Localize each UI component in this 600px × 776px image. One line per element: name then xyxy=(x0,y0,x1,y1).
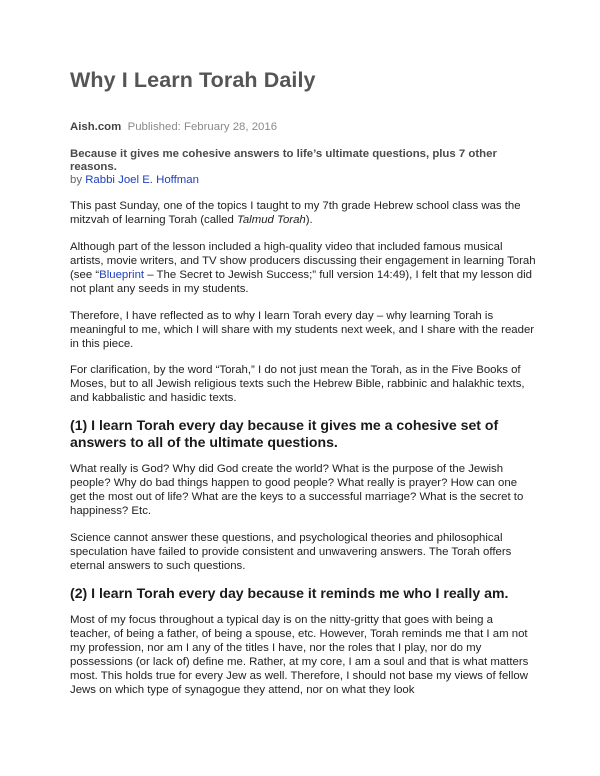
paragraph-2-text: Although part of the lesson included a high-quality video that included famous musical artists, movie writers, and TV show producers discussing their engagement in learning Torah (see “ xyxy=(70,241,536,281)
section-heading-2: (2) I learn Torah every day because it reminds me who I really am. xyxy=(70,585,509,601)
paragraph-2-end: – The Secret to Jewish Success;” full version 14:49), I felt that my lesson did not plant any seeds in my students. xyxy=(70,268,532,295)
paragraph-1-end: ). xyxy=(305,213,313,226)
author-link[interactable]: Rabbi Joel E. Hoffman xyxy=(85,174,199,186)
blueprint-link[interactable]: Blueprint xyxy=(99,268,145,281)
paragraph-3: Therefore, I have reflected as to why I learn Torah every day – why learning Torah is meaningful to me, which I will share with my students next week, and I share with the reader in this piece. xyxy=(70,310,535,350)
site-name: Aish.com xyxy=(70,121,122,133)
article-lead: Because it gives me cohesive answers to life’s ultimate questions, plus 7 other reasons. xyxy=(70,148,497,174)
paragraph-1 xyxy=(70,200,536,228)
paragraph-1-text: This past Sunday, one of the topics I taught to my 7th grade Hebrew school class was the mitzvah of learning Torah (called xyxy=(70,200,521,226)
published-date: Published: February 28, 2016 xyxy=(127,121,278,133)
paragraph-7: Most of my focus throughout a typical day is on the nitty-gritty that goes with being a teacher, of being a father, of being a spouse, etc. However, Torah reminds me that I am not my profession, nor am I any of the titles I have, nor the roles that I play, nor do my possessions (or lack of) define me. Rather, at my core, I am a soul and that is what matters most. This holds true for every Jew as well. Therefore, I should not base my views of fellow Jews on which type of synagogue they attend, nor on what they look xyxy=(70,614,529,696)
paragraph-1-emphasis: Talmud Torah xyxy=(236,213,306,226)
section-heading-1: (1) I learn Torah every day because it gives me a cohesive set of answers to all of the ultimate questions. xyxy=(70,417,499,450)
article-meta xyxy=(70,121,277,133)
paragraph-4: For clarification, by the word “Torah,” I do not just mean the Torah, as in the Five Books of Moses, but to all Jewish religious texts such the Hebrew Bible, rabbinic and halakhic texts, and kabbalistic and hasidic texts. xyxy=(70,364,525,404)
byline-prefix: by xyxy=(70,174,86,186)
article-title: Why I Learn Torah Daily xyxy=(70,68,316,92)
paragraph-6: Science cannot answer these questions, and psychological theories and philosophical speculation have failed to provide consistent and unwavering answers. The Torah offers eternal answers to such questions. xyxy=(70,532,512,572)
paragraph-5: What really is God? Why did God create the world? What is the purpose of the Jewish people? Why do bad things happen to good people? What really is prayer? How can one get the most out of life? What are the keys to a successful marriage? What is the secret to happiness? Etc. xyxy=(70,463,524,517)
paragraph-2 xyxy=(70,241,536,297)
byline xyxy=(70,174,199,186)
